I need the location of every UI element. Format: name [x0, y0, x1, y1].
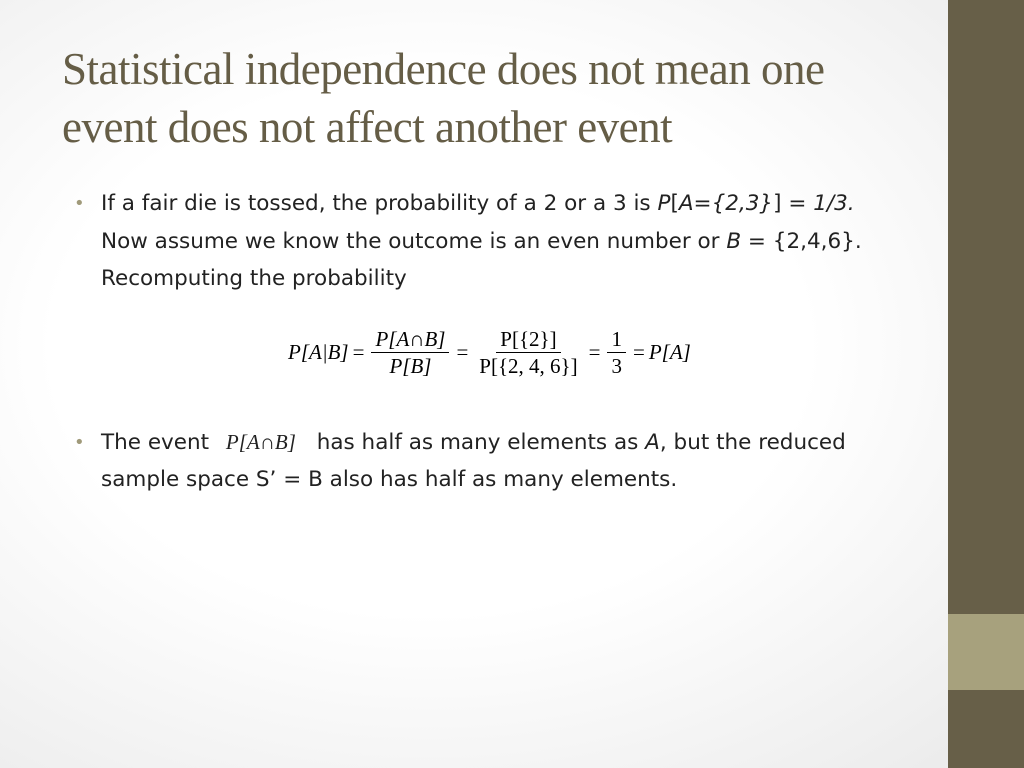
bullet-text-segment: The event: [101, 429, 216, 455]
inline-math-expression: P[A∩B]: [225, 429, 296, 454]
bullet-icon: •: [74, 431, 85, 453]
bullet-text-segment: A={2,3}: [678, 191, 774, 216]
bullet-text-segment: has half as many elements as: [309, 429, 646, 455]
bullet-text-segment: Now assume we know the outcome is an even number or: [101, 228, 727, 254]
bullet-text-segment: P: [657, 191, 671, 216]
sidebar-accent-block: [948, 614, 1024, 690]
bullet-text-segment: , but the reduced sample space S’ = B also has half as many elements.: [101, 429, 846, 492]
fraction-sets: [475, 326, 581, 379]
equals-sign: =: [632, 339, 645, 364]
equals-sign: =: [456, 339, 469, 364]
bullet-text-segment: B: [726, 228, 742, 254]
fraction-denominator: P[{2, 4, 6}]: [479, 353, 578, 378]
fraction-numerator: P[A∩B]: [371, 326, 449, 353]
bullet-icon: •: [74, 193, 85, 214]
equation-lhs: P[A|B]: [288, 339, 349, 364]
bullet-text-segment: If a fair die is tossed, the probability of a 2 or a 3 is: [101, 191, 658, 216]
fraction-numerator: 1: [607, 326, 626, 353]
bullet-text-segment: ]: [773, 191, 789, 216]
fraction-numerator: P[{2}]: [496, 326, 560, 353]
slide-title: Statistical independence does not mean one event does not affect another event: [62, 44, 825, 152]
bullet-text-segment: [: [670, 191, 679, 216]
fraction-denominator: P[B]: [389, 353, 432, 378]
equation-rhs: P[A]: [648, 339, 691, 364]
bullet-item-event-elements: [72, 424, 892, 499]
bullet-text-segment: = 1/3.: [788, 191, 855, 216]
fraction-denominator: 3: [611, 353, 622, 378]
bullet-text-segment: = {2,4,6}. Recomputing the probability: [101, 228, 862, 291]
fraction-definition: [371, 326, 449, 379]
bullet-item-die-probability: [72, 185, 892, 298]
bullet-text-segment: A: [645, 429, 660, 455]
conditional-probability-equation: [288, 320, 691, 384]
equals-sign: =: [588, 339, 601, 364]
equals-sign: =: [352, 339, 365, 364]
fraction-value: [607, 326, 626, 379]
